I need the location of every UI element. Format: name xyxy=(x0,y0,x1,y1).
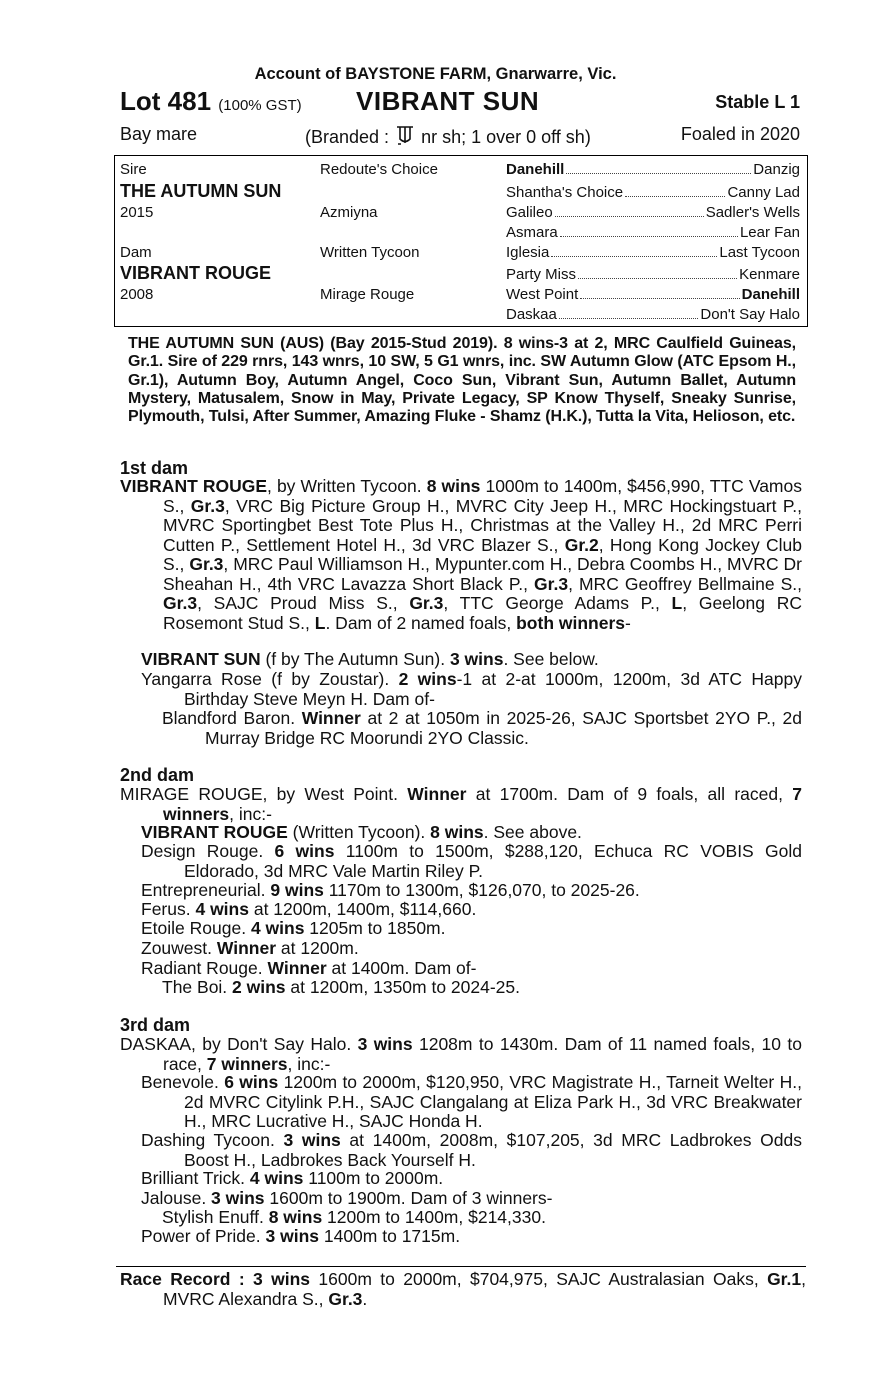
progeny-entry xyxy=(141,1073,802,1132)
text: 1600m to 1900m. Dam of 3 winners- xyxy=(264,1188,553,1208)
gen3-sire: Sadler's Wells xyxy=(705,204,800,221)
text: at 1200m, 1350m to 2024-25. xyxy=(285,977,521,997)
gen3-name: Iglesia xyxy=(506,244,550,261)
progeny-entry xyxy=(141,650,802,670)
text: DASKAA, by Don't Say Halo. xyxy=(120,1034,358,1054)
gst-note: (100% GST) xyxy=(218,97,302,114)
pedigree-gen3-row xyxy=(506,184,800,201)
dam-year: 2008 xyxy=(120,286,154,303)
third-dam-record xyxy=(120,1035,802,1074)
wins: 4 wins xyxy=(195,899,249,919)
text: . xyxy=(362,1288,368,1309)
progeny-entry xyxy=(141,842,802,881)
gen3-name: Shantha's Choice xyxy=(506,184,624,201)
progeny-entry xyxy=(141,881,802,901)
pedigree-gen3-row xyxy=(506,306,800,323)
text: , TTC George Adams P., xyxy=(443,593,672,613)
text: at 1200m, 1400m, $114,660. xyxy=(248,899,477,919)
grandprogeny-entry xyxy=(162,1208,802,1228)
gen3-name: Danehill xyxy=(506,161,565,178)
group-race: Gr.3 xyxy=(534,573,569,594)
first-dam-heading: 1st dam xyxy=(120,458,189,478)
dam-sire: Written Tycoon xyxy=(320,244,420,261)
first-dam-record xyxy=(120,477,802,633)
text: Yangarra Rose (f by Zoustar). xyxy=(141,669,399,689)
text: 1100m to 1500m, $288,120, Echuca RC VOBIS Gold Eldorado, 3d MRC Vale Martin Riley P. xyxy=(184,841,802,881)
progeny-entry xyxy=(141,959,802,979)
pedigree-gen3-row xyxy=(506,224,800,241)
race-record-label: Race Record : 3 wins xyxy=(120,1269,311,1289)
brand-suffix: nr sh; 1 over 0 off sh) xyxy=(416,127,591,147)
group-race: Gr.2 xyxy=(564,534,599,555)
lot-label: Lot 481 xyxy=(120,86,212,116)
text: Ferus. xyxy=(141,899,196,919)
winners-count: both winners xyxy=(516,612,625,633)
third-dam-heading: 3rd dam xyxy=(120,1015,191,1035)
divider xyxy=(116,1266,806,1267)
dam-name: VIBRANT ROUGE xyxy=(120,263,272,283)
gen3-name: Galileo xyxy=(506,204,553,221)
sire-name: THE AUTUMN SUN xyxy=(120,181,282,201)
text: Radiant Rouge. xyxy=(141,958,268,978)
wins: 9 wins xyxy=(270,880,324,900)
sire-sire: Redoute's Choice xyxy=(320,161,438,178)
second-dam-heading: 2nd dam xyxy=(120,765,195,785)
wins: 3 wins xyxy=(357,1034,413,1054)
text: , VRC Big Picture Group H., MVRC City Jeep H., MRC Hockingstuart P., MVRC Sportingbet Best Tote Plus H., Christmas at the Valley H., 2d MRC Perri Cutten P., Settlement Hotel H., 3d VRC Blazer S., xyxy=(163,495,803,555)
text: Jalouse. xyxy=(141,1188,212,1208)
text: 1000m to 1400m, $456,990, TTC Vamos S., xyxy=(163,476,802,516)
sire-summary: THE AUTUMN SUN (AUS) (Bay 2015-Stud 2019). 8 wins-3 at 2, MRC Caulfield Guineas, Gr.1. Sire of 229 rnrs, 143 wnrs, 10 SW, 5 G1 wnrs, inc. SW Autumn Glow (ATC Epsom H., Gr.1), Autumn Boy, Autumn Angel, Coco Sun, Vibrant Sun, Autumn Ballet, Autumn Mystery, Matusalem, Snow in May, Private Legacy, SP Know Thyself, Sneaky Sunrise, Plymouth, Tulsi, After Summer, Amazing Fluke - Shamz (H.K.), Tutta la Vita, Helioson, etc. xyxy=(128,335,796,426)
text: , SAJC Proud Miss S., xyxy=(197,593,410,613)
second-dam-record xyxy=(120,785,802,824)
gen3-name: Party Miss xyxy=(506,266,577,283)
progeny-name: VIBRANT SUN xyxy=(141,649,261,669)
grandprogeny-entry xyxy=(162,709,802,748)
text: at 1400m, 2008m, $107,205, 3d MRC Ladbrokes Odds Boost H., Ladbrokes Back Yourself H. xyxy=(184,1130,802,1170)
horse-sex-colour: Bay mare xyxy=(120,124,198,144)
pedigree-gen3-row xyxy=(506,244,800,261)
text: Etoile Rouge. xyxy=(141,918,251,938)
wins: 6 wins xyxy=(274,841,335,861)
pedigree-gen3-row xyxy=(506,161,800,178)
wins: 3 wins xyxy=(283,1130,341,1150)
listed-race: L xyxy=(314,612,326,633)
text: , inc:- xyxy=(229,803,272,824)
text: . Dam of 2 named foals, xyxy=(325,612,517,633)
text: Design Rouge. xyxy=(141,841,275,861)
text: Zouwest. xyxy=(141,938,217,958)
text: , MRC Paul Williamson H., Mypunter.com H., Debra Coombs H., MVRC Dr Sheahan H., 4th VRC Lavazza Short Black P., xyxy=(163,554,802,594)
text: at 2 at 1050m in 2025-26, SAJC Sportsbet 2YO P., 2d Murray Bridge RC Moorundi 2YO Classic. xyxy=(205,708,802,748)
text: . See below. xyxy=(503,649,599,669)
group-race: Gr.3 xyxy=(409,593,444,613)
winners-count: 7 winners xyxy=(206,1053,288,1074)
text: The Boi. xyxy=(162,977,233,997)
group-race: Gr.3 xyxy=(190,495,225,516)
text: 1205m to 1850m. xyxy=(304,918,446,938)
dam-name: VIBRANT ROUGE xyxy=(120,476,268,496)
text: 1200m to 2000m, $120,950, VRC Magistrate H., Tarneit Welter H., 2d MVRC Citylink P.H., SAJC Clangalang at Eliza Park H., 3d VRC Breakwater H., MRC Lucrative H., SAJC Honda H. xyxy=(184,1072,802,1131)
text: Power of Pride. xyxy=(141,1226,266,1246)
progeny-entry xyxy=(141,823,802,843)
pedigree-gen3-row xyxy=(506,266,800,283)
text: (Written Tycoon). xyxy=(287,822,431,842)
lot-number xyxy=(120,86,302,117)
wins: 8 wins xyxy=(268,1207,323,1227)
group-race: Gr.3 xyxy=(328,1288,363,1309)
stable-label: Stable L 1 xyxy=(715,92,800,112)
progeny-entry xyxy=(141,919,802,939)
text: , inc:- xyxy=(287,1053,331,1074)
gen3-name: West Point xyxy=(506,286,579,303)
vendor-account: Account of BAYSTONE FARM, Gnarwarre, Vic. xyxy=(254,65,617,83)
gen3-sire: Last Tycoon xyxy=(719,244,800,261)
listed-race: L xyxy=(671,593,683,613)
wins: Winner xyxy=(216,938,277,958)
progeny-entry xyxy=(141,1189,802,1209)
winners-count: 7 winners xyxy=(163,784,802,824)
wins: Winner xyxy=(301,708,361,728)
wins: 3 wins xyxy=(211,1188,265,1208)
gen3-name: Asmara xyxy=(506,224,558,241)
gen3-sire: Kenmare xyxy=(739,266,800,283)
text: MIRAGE ROUGE, by West Point. xyxy=(120,784,408,804)
wins: 8 wins xyxy=(426,476,481,496)
text: 1208m to 1430m. Dam of 11 named foals, 10 to race, xyxy=(163,1034,802,1074)
foaled-year: Foaled in 2020 xyxy=(680,124,800,144)
progeny-name: VIBRANT ROUGE xyxy=(141,822,288,842)
text: at 1400m. Dam of- xyxy=(326,958,477,978)
dam-dam: Mirage Rouge xyxy=(320,286,415,303)
text: at 1200m. xyxy=(276,938,359,958)
wins: 4 wins xyxy=(250,918,305,938)
pedigree-gen3-row xyxy=(506,204,800,221)
gen3-sire: Lear Fan xyxy=(739,224,800,241)
text: , by Written Tycoon. xyxy=(267,476,427,496)
text: 1100m to 2000m. xyxy=(303,1168,444,1188)
text: Stylish Enuff. xyxy=(162,1207,269,1227)
text: Entrepreneurial. xyxy=(141,880,271,900)
brand-prefix: (Branded : xyxy=(305,127,395,147)
pedigree-gen3-row xyxy=(506,286,800,303)
grandprogeny-entry xyxy=(162,978,802,998)
gen3-sire: Danehill xyxy=(741,286,800,303)
group-race: Gr.1 xyxy=(767,1269,802,1289)
text: . See above. xyxy=(483,822,582,842)
text: , MVRC Alexandra S., xyxy=(163,1269,806,1309)
progeny-entry xyxy=(141,1131,802,1170)
text: Brilliant Trick. xyxy=(141,1168,250,1188)
race-record xyxy=(120,1270,806,1309)
group-race: Gr.3 xyxy=(189,554,224,574)
text: at 1700m. Dam of 9 foals, all raced, xyxy=(466,784,793,804)
sire-label: Sire xyxy=(120,161,147,178)
wins: 4 wins xyxy=(249,1168,304,1188)
text: Blandford Baron. xyxy=(162,708,302,728)
horse-name: VIBRANT SUN xyxy=(356,86,540,116)
text: , MRC Geoffrey Bellmaine S., xyxy=(568,573,803,594)
brand-description xyxy=(305,124,591,148)
text: Dashing Tycoon. xyxy=(141,1130,284,1150)
gen3-name: Daskaa xyxy=(506,306,557,323)
text: -1 at 2-at 1000m, 1200m, 3d ATC Happy Birthday Steve Meyn H. Dam of- xyxy=(184,669,802,709)
gen3-sire: Canny Lad xyxy=(727,184,800,201)
wins: 3 wins xyxy=(265,1226,319,1246)
wins: 6 wins xyxy=(224,1072,279,1092)
text: , Hong Kong Jockey Club S., xyxy=(163,534,802,574)
gen3-sire: Don't Say Halo xyxy=(700,306,800,323)
wins: 2 wins xyxy=(398,669,457,689)
sire-year: 2015 xyxy=(120,204,154,221)
gen3-sire: Danzig xyxy=(753,161,800,178)
progeny-entry xyxy=(141,900,802,920)
brand-mark-icon xyxy=(394,124,416,146)
text: (f by The Autumn Sun). xyxy=(260,649,450,669)
text: 1600m to 2000m, $704,975, SAJC Australasian Oaks, xyxy=(310,1269,768,1289)
text: Benevole. xyxy=(141,1072,225,1092)
wins: 3 wins xyxy=(449,649,504,669)
text: 1400m to 1715m. xyxy=(319,1226,461,1246)
progeny-entry xyxy=(141,939,802,959)
text: , Geelong RC Rosemont Stud S., xyxy=(163,593,802,633)
wins: Winner xyxy=(407,784,467,804)
text: 1170m to 1300m, $126,070, to 2025-26. xyxy=(323,880,640,900)
progeny-entry xyxy=(141,1227,802,1247)
dam-label: Dam xyxy=(120,244,152,261)
sire-dam: Azmiyna xyxy=(320,204,378,221)
wins: Winner xyxy=(267,958,327,978)
text: - xyxy=(625,612,631,633)
wins: 8 wins xyxy=(430,822,484,842)
text: 1200m to 1400m, $214,330. xyxy=(322,1207,546,1227)
progeny-entry xyxy=(141,670,802,709)
group-race: Gr.3 xyxy=(163,593,198,613)
wins: 2 wins xyxy=(232,977,286,997)
progeny-entry xyxy=(141,1169,802,1189)
